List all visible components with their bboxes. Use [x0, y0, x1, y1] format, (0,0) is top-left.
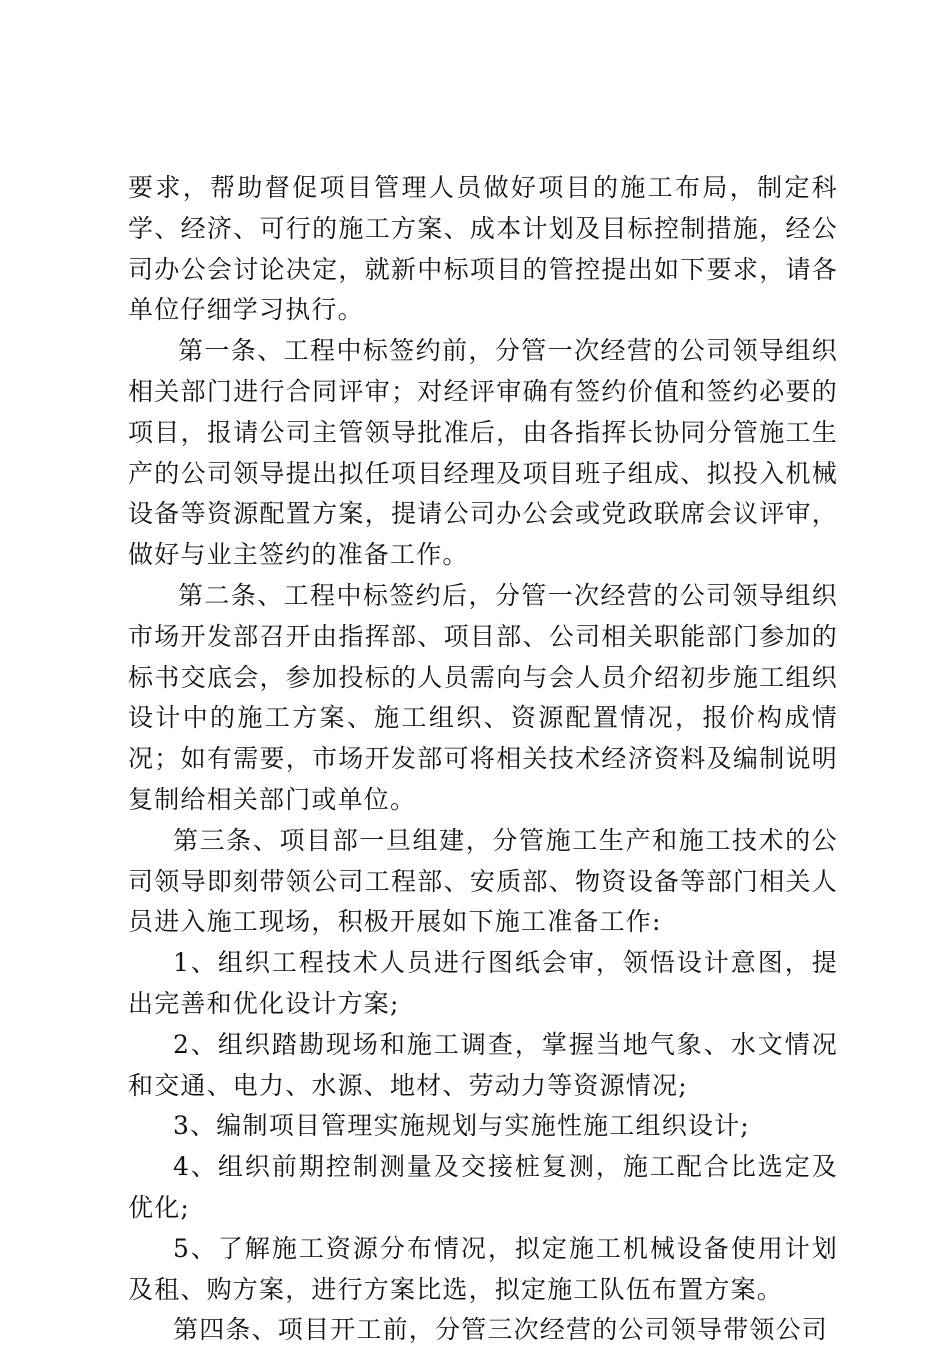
paragraph-article-3: 第三条、项目部一旦组建，分管施工生产和施工技术的公司领导即刻带领公司工程部、安质部、物资设备等部门相关人员进入施工现场，积极开展如下施工准备工作:: [128, 825, 838, 937]
list-item-5: 5、了解施工资源分布情况，拟定施工机械设备使用计划及租、购方案，进行方案比选，拟定施工队伍布置方案。: [128, 1233, 838, 1304]
list-item-3: 3、编制项目管理实施规划与实施性施工组织设计;: [173, 1111, 750, 1141]
paragraph-article-2: 第二条、工程中标签约后，分管一次经营的公司领导组织市场开发部召开由指挥部、项目部、公司相关职能部门参加的标书交底会，参加投标的人员需向与会人员介绍初步施工组织设计中的施工方案、施工组织、资源配置情况，报价构成情况；如有需要，市场开发部可将相关技术经济资料及编制说明复制给相关部门或单位。: [128, 580, 838, 814]
paragraph-intro-continued: 要求，帮助督促项目管理人员做好项目的施工布局，制定科学、经济、可行的施工方案、成本计划及目标控制措施，经公司办公会讨论决定，就新中标项目的管控提出如下要求，请各单位仔细学习执行。: [128, 173, 838, 325]
list-item-2: 2、组织踏勘现场和施工调查，掌握当地气象、水文情况和交通、电力、水源、地材、劳动力等资源情况;: [128, 1029, 838, 1100]
document-body: [128, 168, 838, 1351]
list-item-1: 1、组织工程技术人员进行图纸会审，领悟设计意图，提出完善和优化设计方案;: [128, 948, 838, 1018]
paragraph-article-1: 第一条、工程中标签约前，分管一次经营的公司领导组织相关部门进行合同评审；对经评审确有签约价值和签约必要的项目，报请公司主管领导批准后，由各指挥长协同分管施工生产的公司领导提出拟任项目经理及项目班子组成、拟投入机械设备等资源配置方案，提请公司办公会或党政联席会议评审，做好与业主签约的准备工作。: [128, 336, 838, 570]
paragraph-article-4: 第四条、项目开工前，分管三次经营的公司领导带领公司: [173, 1315, 829, 1345]
list-item-4: 4、组织前期控制测量及交接桩复测，施工配合比选定及优化;: [128, 1152, 838, 1222]
